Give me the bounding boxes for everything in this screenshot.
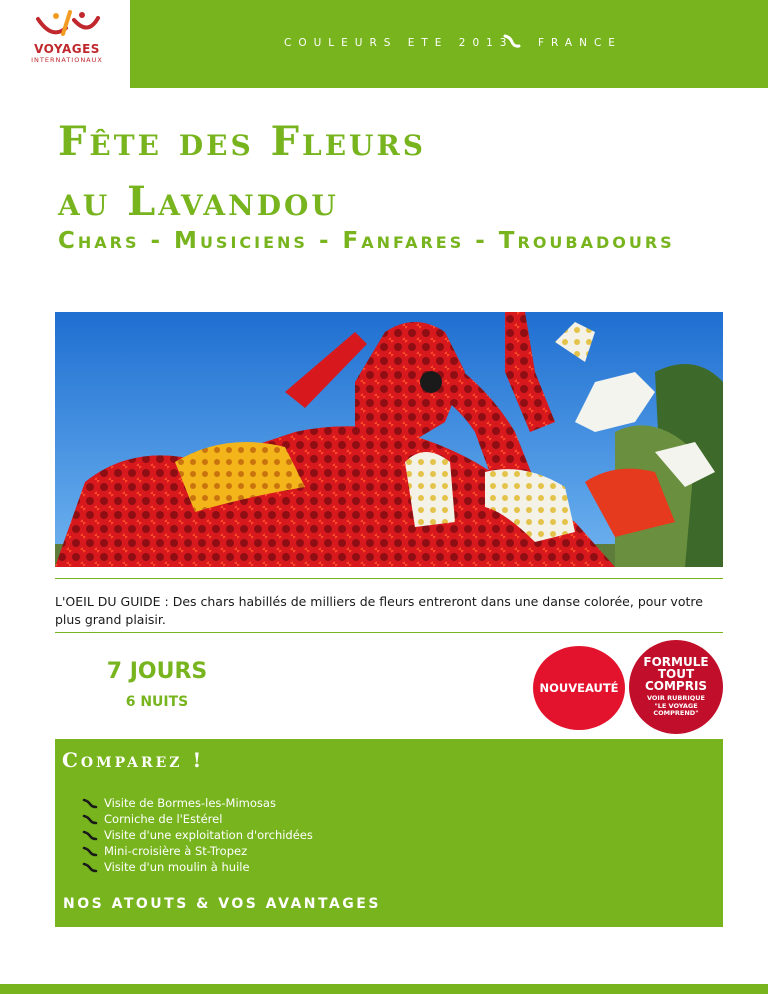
footer-band	[0, 984, 768, 994]
all-inclusive-badge	[629, 640, 723, 734]
header-country: FRANCE	[538, 37, 622, 49]
flower-float-photo	[55, 312, 723, 567]
formula-note-2: "LE VOYAGE	[654, 701, 698, 710]
list-item	[82, 795, 313, 811]
list-item	[82, 811, 313, 827]
advantages-heading: NOS ATOUTS & VOS AVANTAGES	[63, 896, 381, 912]
swoosh-icon	[82, 798, 98, 809]
new-badge	[533, 646, 625, 730]
swoosh-icon	[502, 33, 522, 49]
swoosh-icon	[82, 846, 98, 857]
duration-days: 7 JOURS	[106, 659, 208, 684]
page-subtitle: Chars - Musiciens - Fanfares - Troubadours	[58, 228, 675, 254]
header-season: COULEURS ETE 2013	[284, 37, 514, 49]
list-item	[82, 859, 313, 875]
title-line-2: au Lavandou	[58, 178, 339, 225]
list-item	[82, 843, 313, 859]
list-item	[82, 827, 313, 843]
photo-illustration	[55, 312, 723, 567]
formula-line-2: TOUT	[657, 667, 695, 682]
guide-bottom-rule	[55, 632, 723, 633]
compare-title: Comparez !	[62, 748, 205, 772]
swoosh-icon	[82, 862, 98, 873]
new-badge-label: NOUVEAUTÉ	[539, 681, 619, 695]
highlights-list	[82, 795, 313, 875]
swoosh-icon	[82, 814, 98, 825]
duration-nights: 6 NUITS	[125, 694, 189, 710]
title-line-1: Fête des Fleurs	[58, 118, 426, 165]
guide-top-rule	[55, 578, 723, 579]
formula-note-3: COMPREND"	[653, 709, 699, 718]
formula-note-1: VOIR RUBRIQUE	[646, 694, 706, 703]
logo-mark-icon	[32, 10, 104, 42]
logo[interactable]	[0, 0, 130, 88]
logo-text: VOYAGES	[34, 42, 100, 56]
formula-line-3: COMPRIS	[644, 679, 708, 694]
list-item-label: Visite d'une exploitation d'orchidées	[104, 828, 313, 842]
list-item-label: Visite d'un moulin à huile	[104, 860, 250, 874]
formula-line-1: FORMULE	[643, 655, 709, 670]
logo-subtext: INTERNATIONAUX	[31, 56, 103, 64]
list-item-label: Visite de Bormes-les-Mimosas	[104, 796, 276, 810]
page-title	[58, 112, 426, 232]
list-item-label: Mini-croisière à St-Tropez	[104, 844, 248, 858]
swoosh-icon	[82, 830, 98, 841]
list-item-label: Corniche de l'Estérel	[104, 812, 223, 826]
guide-note: L'OEIL DU GUIDE : Des chars habillés de milliers de fleurs entreront dans une danse colorée, pour votre plus grand plaisir.	[55, 594, 703, 627]
